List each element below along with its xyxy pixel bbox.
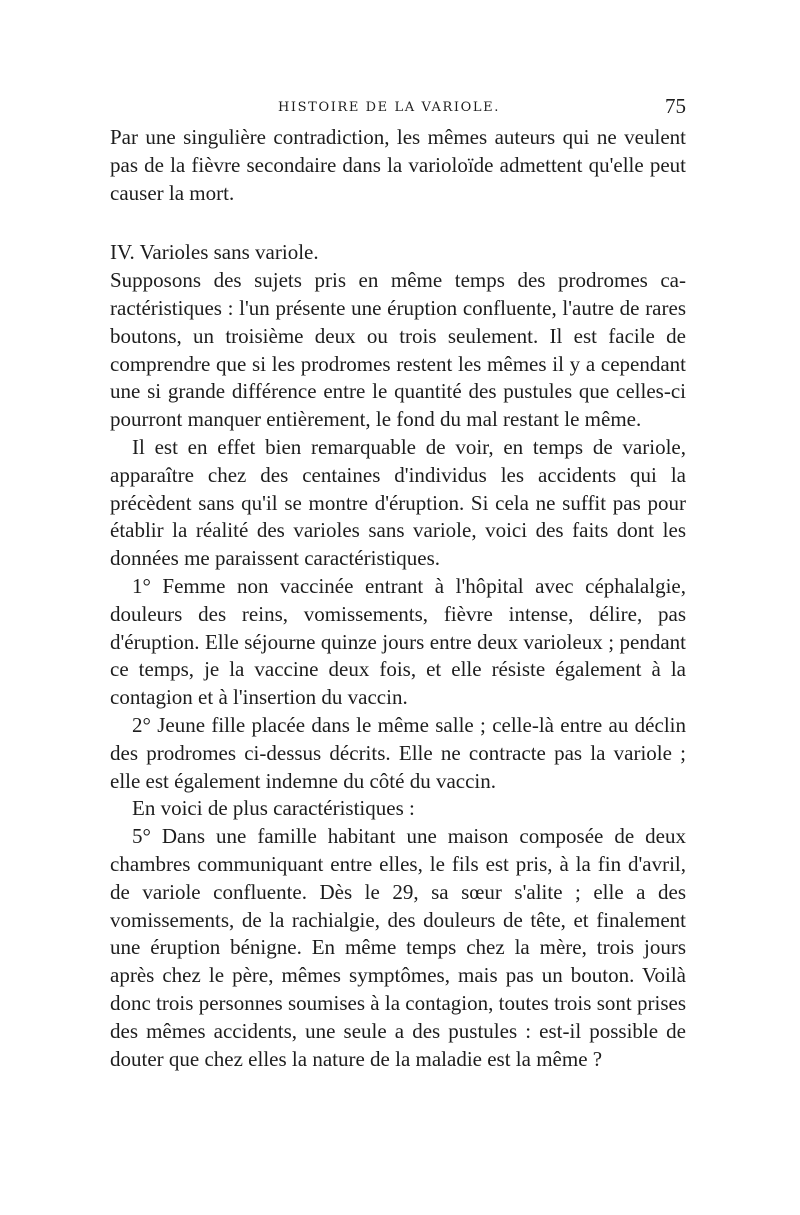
paragraph-more-cases: En voici de plus caractéristiques : [132, 796, 415, 821]
paragraph-case-1: 1° Femme non vaccinée entrant à l'hôpital avec céphalalgie, douleurs des reins, vomissements, fièvre intense, délire, pas d'éruption. Elle séjourne quinze jours entre deux varioleux ; pendant ce temps, je la vaccine deux fois, et elle résiste également à la contagion et à l'insertion du vaccin. [110, 573, 686, 710]
page-number: 75 [665, 94, 686, 118]
page-header [110, 92, 686, 120]
paragraph-contradiction: Par une singulière contradiction, les mêmes auteurs qui ne veulent pas de la fièvre secondaire dans la varioloïde admettent qu'elle peut causer la mort. [110, 125, 686, 205]
running-title: HISTOIRE DE LA VARIOLE. [278, 100, 500, 115]
paragraph-case-2: 2° Jeune fille placée dans le même salle ; celle-là entre au déclin des prodromes ci-dessus décrits. Elle ne contracte pas la variole ; elle est également indemne du côté du vaccin. [110, 712, 686, 793]
paragraph-prodromes: Supposons des sujets pris en même temps des prodromes caractéristiques : l'un présente une éruption confluente, l'autre de rares boutons, un troisième deux ou trois seulement. Il est facile de comprendre que si les prodromes restent les mêmes il y a cependant une si grande différence entre le quantité des pustules que celles-ci pourront manquer entièrement, le fond du mal restant le même. [110, 268, 686, 432]
paragraph-remarkable: Il est en effet bien remarquable de voir, en temps de variole, apparaître chez des centaines d'individus les accidents qui la précèdent sans qu'il se montre d'éruption. Si cela ne suffit pas pour établir la réalité des varioles sans variole, voici des faits dont les données me paraissent caractéristiques. [110, 434, 686, 571]
section-heading: IV. Varioles sans variole. [110, 240, 319, 265]
body-text [110, 124, 686, 1073]
paragraph-case-3: 5° Dans une famille habitant une maison composée de deux chambres communiquant entre elles, le fils est pris, à la fin d'avril, de variole confluente. Dès le 29, sa sœur s'alite ; elle a des vomissements, de la rachialgie, des douleurs de tête, et finalement une éruption bénigne. En même temps chez la mère, trois jours après chez le père, mêmes symptômes, mais pas un bouton. Voilà donc trois personnes soumises à la contagion, toutes trois sont prises des mêmes accidents, une seule a des pustules : est-il possible de douter que chez elles la nature de la maladie est la même ? [110, 824, 686, 1071]
